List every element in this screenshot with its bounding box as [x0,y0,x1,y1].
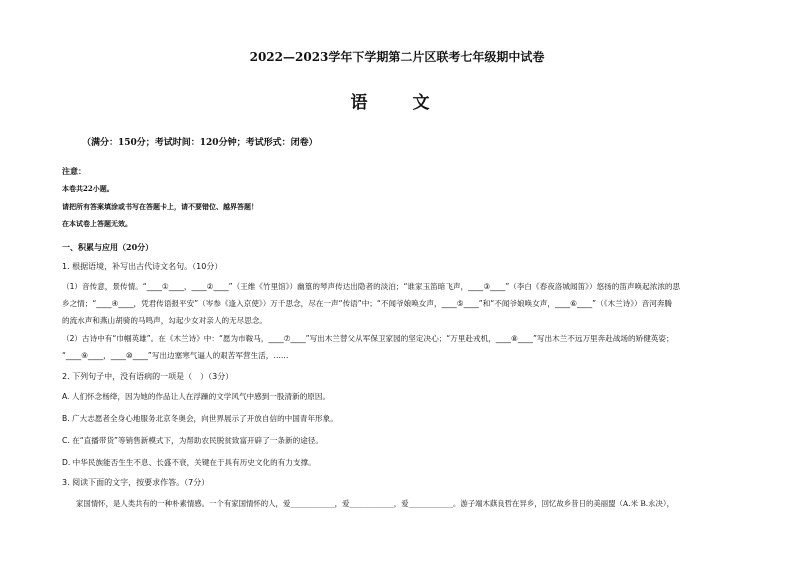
question-3-stem: 3. 阅读下面的文字，按要求作答。（7分） [62,478,210,487]
note-line: 本卷共22小题。 [62,184,114,193]
question-2-option: B. 广大志愿者全身心地服务北京冬奥会，向世界展示了开放自信的中国青年形象。 [62,414,338,423]
question-1-part2-line: “____⑨____，____⑩____”写出边塞寒气逼人的艰苦军营生活，…… [62,351,289,360]
question-2-stem: 2. 下列句子中，没有语病的一项是（ ）（3分） [62,372,234,381]
question-1-stem: 1. 根据语境，补写出古代诗文名句。（10分） [62,262,223,271]
question-2-option: A. 人们怀念杨绛，因为她的作品让人在浮躁的文学风气中感到一股清新的原因。 [62,392,331,401]
note-line: 请把所有答案填涂或书写在答题卡上，请不要错位、越界答题！ [62,202,258,211]
question-1-part1-line: 的流水声和燕山胡骑的马鸣声，勾起少女对亲人的无尽思念。 [62,316,268,325]
question-1-part1-line: 乡之情；“____④____，凭君传语报平安”（岑参《逢入京使》）万千思念，尽在一声“传语”中；“不闻爷娘唤女声，____⑤____”和“不闻爷娘唤女声，____⑥____”（《木兰诗》）音河奔腾 [62,299,673,308]
note-line: 在本试卷上答题无效。 [62,219,132,228]
question-3-passage: 家国情怀，是人类共有的一种朴素情感。一个有家国情怀的人，爱____________，爱____________，爱____________。游子端木蕻良哲在异乡，回忆故乡昔日的美丽盟（A.米 B.永决）， [76,499,674,508]
exam-meta: （满分：150分；考试时间：120分钟；考试形式：闭卷） [82,138,318,148]
subject-title: 语 文 [350,93,444,113]
notes-heading: 注意： [62,166,86,176]
section-heading: 一、积累与应用（20分） [62,242,154,252]
question-1-part1-line: （1）音传意，景传情。“____①____，____②____”（王维《竹里馆》）幽篁的琴声传达出隐者的淡泊；“谁家玉笛暗飞声，____③____”（李白《春夜洛城闻笛》）悠扬的笛声唤起浓浓的思 [62,282,681,291]
question-1-part2-line: （2）古诗中有“巾帼英雄”。在《木兰诗》中：“愿为市鞍马，____⑦____”写出木兰替父从军保卫家园的坚定决心；“万里赴戎机，____⑧____”写出木兰不远万里奔赴战场的矫健英姿； [62,334,674,343]
question-2-option: C. 在“直播带货”等销售新模式下，为帮助农民脱贫致富开辟了一条新的途径。 [62,436,323,445]
question-2-option: D. 中华民族能否生生不息、长盛不衰，关键在于具有历史文化的有力支撑。 [62,458,316,467]
exam-title: 2022—2023学年下学期第二片区联考七年级期中试卷 [249,50,545,64]
